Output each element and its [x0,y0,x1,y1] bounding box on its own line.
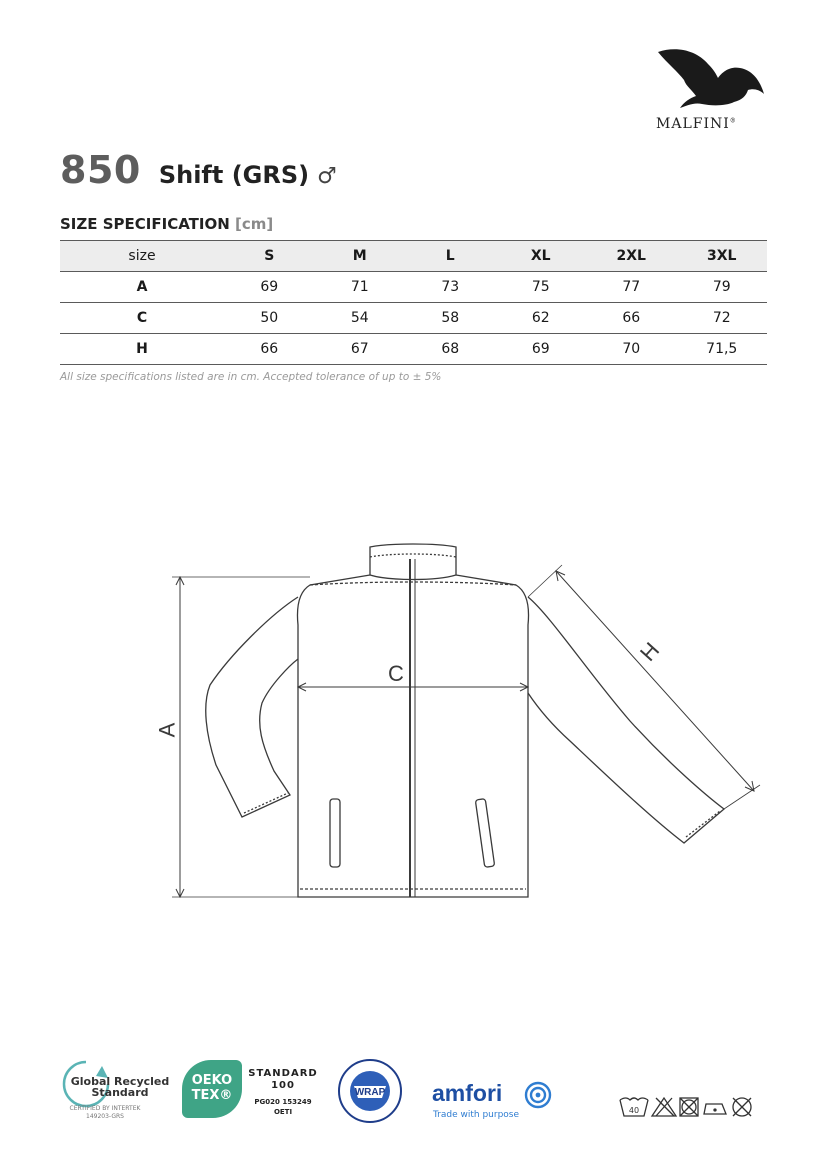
grs-title: Global Recycled Standard [70,1075,170,1099]
table-cell: 67 [315,334,406,365]
dimension-c-label: C [388,661,404,686]
amfori-logo-icon [524,1081,552,1109]
oeko-standard: STANDARD 100 [248,1068,318,1091]
dimension-h-label: H [634,637,665,666]
table-row [60,334,767,365]
oeko-tex-badge: OEKO TEX® [182,1060,242,1118]
grs-certificate: CERTIFIED BY INTERTEK 149203-GRS [69,1105,141,1120]
table-cell: 70 [586,334,677,365]
header-size: L [405,241,496,272]
table-cell: 79 [677,272,768,303]
amfori-name: amfori [432,1080,503,1106]
no-bleach-icon [652,1098,676,1116]
spec-title: SIZE SPECIFICATION [cm] [60,215,274,233]
dimension-a-label: A [154,722,180,738]
wrap-label: WRAP [354,1087,386,1098]
table-cell: 54 [315,303,406,334]
oeko-code: PG020 153249 OETI [254,1098,312,1116]
table-row [60,272,767,303]
table-cell: 71,5 [677,334,768,365]
size-table [60,240,767,365]
product-name: Shift (GRS) [158,161,310,189]
row-label: H [60,334,224,365]
jacket-diagram [150,535,770,919]
product-heading [60,148,337,192]
row-label: A [60,272,224,303]
header-size-label: size [60,241,224,272]
no-dry-clean-icon [733,1098,751,1116]
table-cell: 68 [405,334,496,365]
tolerance-note: All size specifications listed are in cm. Accepted tolerance of up to ± 5% [60,371,442,383]
table-cell: 71 [315,272,406,303]
wash-40-icon [620,1098,648,1116]
table-cell: 72 [677,303,768,334]
jacket-outline [150,535,770,915]
header-size: S [224,241,315,272]
brand-logo [650,44,780,136]
table-cell: 66 [586,303,677,334]
wrap-logo-icon [336,1058,404,1124]
amfori-tagline: Trade with purpose [433,1110,520,1120]
table-cell: 77 [586,272,677,303]
header-size: M [315,241,406,272]
header-size: XL [496,241,587,272]
table-cell: 75 [496,272,587,303]
brand-name: MALFINI® [656,116,737,132]
header-size: 3XL [677,241,768,272]
table-cell: 69 [224,272,315,303]
table-cell: 58 [405,303,496,334]
product-code: 850 [60,148,141,192]
male-icon: ♂ [317,164,337,189]
iron-icon [704,1104,726,1114]
table-header-row [60,241,767,272]
svg-text:40: 40 [628,1106,640,1115]
table-row [60,303,767,334]
care-symbols [618,1094,770,1120]
table-cell: 73 [405,272,496,303]
table-cell: 50 [224,303,315,334]
table-cell: 69 [496,334,587,365]
table-cell: 66 [224,334,315,365]
eagle-icon [656,44,768,110]
row-label: C [60,303,224,334]
table-cell: 62 [496,303,587,334]
no-tumble-dry-icon [680,1098,698,1116]
header-size: 2XL [586,241,677,272]
